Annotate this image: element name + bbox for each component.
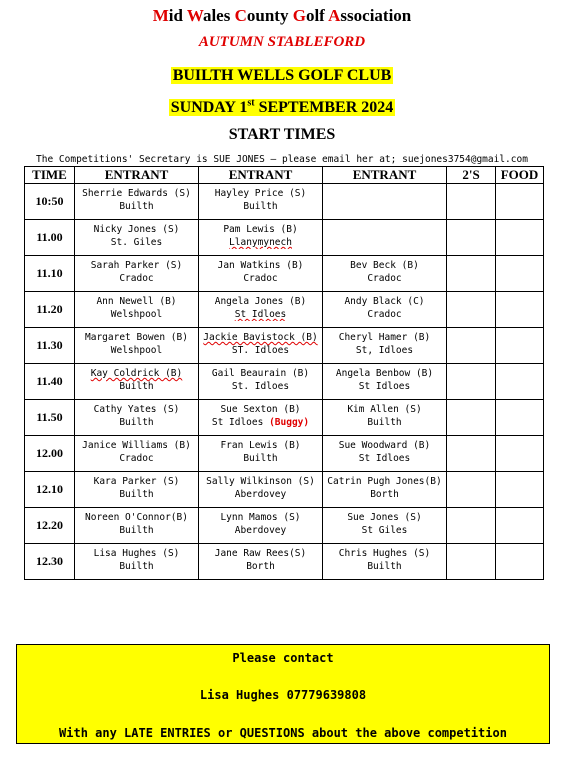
entrant-cell <box>323 508 447 544</box>
entrant-club <box>75 416 198 429</box>
entrant-info <box>323 328 446 357</box>
entrant-club <box>199 416 322 429</box>
entrant-name: Sue Jones (S) <box>347 512 422 523</box>
entrant-info <box>199 184 322 213</box>
entrant-name: Sherrie Edwards (S) <box>82 188 191 199</box>
event-date <box>0 98 564 117</box>
entrant-club <box>199 452 322 465</box>
entrant-name: Sue Sexton (B) <box>220 404 301 415</box>
col-header-time: TIME <box>25 167 75 184</box>
entrant-name: Ann Newell (B) <box>96 296 177 307</box>
entrant-club-text: Builth <box>243 453 278 464</box>
entrant-club-text: Cradoc <box>367 273 402 284</box>
entrant-club-text: Aberdovey <box>234 525 287 536</box>
entrant-club-text: Builth <box>119 381 154 392</box>
entrant-name: Noreen O'Connor(B) <box>85 512 188 523</box>
entrant-club <box>323 524 446 537</box>
twos-cell <box>447 508 496 544</box>
entrant-info <box>75 256 198 285</box>
start-time-cell: 11.00 <box>25 220 75 256</box>
entrant-club <box>75 236 198 249</box>
table-row <box>25 292 544 328</box>
start-time-cell: 12.10 <box>25 472 75 508</box>
entrant-club <box>75 344 198 357</box>
entrant-name: Bev Beck (B) <box>350 260 419 271</box>
association-title <box>0 6 564 26</box>
entrant-club-text: Builth <box>243 201 278 212</box>
twos-cell <box>447 220 496 256</box>
entrant-name: Kara Parker (S) <box>93 476 180 487</box>
entrant-club <box>75 380 198 393</box>
entrant-name: Angela Benbow (B) <box>335 368 434 379</box>
twos-cell <box>447 184 496 220</box>
entrant-club-text: Builth <box>119 201 154 212</box>
table-body <box>25 184 544 580</box>
entrant-club-text: St Idloes <box>358 453 411 464</box>
food-cell <box>496 256 544 292</box>
entrant-club <box>75 272 198 285</box>
entrant-cell <box>199 256 323 292</box>
entrant-name: Sally Wilkinson (S) <box>206 476 315 487</box>
start-times-heading: START TIMES <box>228 126 336 143</box>
entrant-info <box>323 400 446 429</box>
entrant-info <box>323 364 446 393</box>
entrant-name: Kay Coldrick (B) <box>90 368 183 379</box>
entrant-cell <box>75 292 199 328</box>
entrant-info <box>323 220 446 223</box>
assoc-cap-c: C <box>234 6 247 25</box>
entrant-club <box>323 344 446 357</box>
entrant-cell <box>199 220 323 256</box>
entrant-club <box>323 272 446 285</box>
entrant-info <box>75 292 198 321</box>
entrant-info <box>323 292 446 321</box>
entrant-club-text: Llanymynech <box>229 237 292 248</box>
entrant-club <box>323 488 446 501</box>
contact-line-3: With any LATE ENTRIES or QUESTIONS about the above competition <box>59 726 507 740</box>
assoc-rest-g: olf <box>305 6 329 25</box>
entrant-info <box>323 184 446 187</box>
entrant-info <box>199 292 322 321</box>
table-row <box>25 436 544 472</box>
entrant-cell <box>199 400 323 436</box>
event-title: AUTUMN STABLEFORD <box>198 34 366 50</box>
entrant-cell <box>323 364 447 400</box>
entrant-cell <box>75 328 199 364</box>
entrant-cell <box>323 400 447 436</box>
entrant-info <box>199 508 322 537</box>
assoc-cap-m: M <box>152 6 169 25</box>
entrant-cell <box>199 472 323 508</box>
entrant-club-text: Borth <box>370 489 399 500</box>
assoc-rest-c: ounty <box>246 6 293 25</box>
entrant-info <box>75 508 198 537</box>
table-row <box>25 544 544 580</box>
twos-cell <box>447 364 496 400</box>
assoc-rest-w: ales <box>202 6 235 25</box>
entrant-name: Jane Raw Rees(S) <box>214 548 307 559</box>
entrant-club <box>75 200 198 213</box>
food-cell <box>496 508 544 544</box>
entrant-name: Andy Black (C) <box>344 296 425 307</box>
entrant-name: Angela Jones (B) <box>214 296 307 307</box>
entrant-name: Hayley Price (S) <box>214 188 307 199</box>
twos-cell <box>447 544 496 580</box>
table-row <box>25 472 544 508</box>
entrant-club-text: Builth <box>367 417 402 428</box>
table-header-row <box>25 167 544 184</box>
entrant-info <box>199 436 322 465</box>
entrant-name: Kim Allen (S) <box>347 404 422 415</box>
secretary-note: The Competitions' Secretary is SUE JONES – please email her at; suejones3754@gmail.com <box>36 154 528 165</box>
entrant-club <box>199 308 322 321</box>
entrant-club-text: St Idloes <box>234 309 287 320</box>
entrant-cell <box>323 436 447 472</box>
table-row <box>25 328 544 364</box>
entrant-club-text: Builth <box>119 561 154 572</box>
club-title <box>0 67 564 85</box>
entrant-cell <box>323 544 447 580</box>
twos-cell <box>447 436 496 472</box>
entrant-name: Margaret Bowen (B) <box>85 332 188 343</box>
entrant-info <box>75 184 198 213</box>
entrant-info <box>75 472 198 501</box>
date-highlight <box>169 99 396 116</box>
entrant-cell <box>75 508 199 544</box>
date-day: SUNDAY 1 <box>170 99 248 117</box>
twos-cell <box>447 400 496 436</box>
entrant-cell <box>75 544 199 580</box>
entrant-cell <box>323 472 447 508</box>
entrant-cell <box>323 328 447 364</box>
entrant-club-text: St. Giles <box>110 237 163 248</box>
entrant-cell <box>199 364 323 400</box>
entrant-info <box>323 544 446 573</box>
entrant-club-text: St. Idloes <box>231 381 290 392</box>
entrant-info <box>199 544 322 573</box>
entrant-club-text: St Giles <box>361 525 408 536</box>
col-header-entrant-3: ENTRANT <box>323 167 447 184</box>
entrant-club-text: Borth <box>246 561 275 572</box>
entrant-club <box>199 380 322 393</box>
entrant-club-text: Aberdovey <box>234 489 287 500</box>
assoc-rest-a: ssociation <box>340 6 412 25</box>
entrant-name: Pam Lewis (B) <box>223 224 298 235</box>
entrant-name: Cathy Yates (S) <box>93 404 180 415</box>
entrant-cell <box>75 220 199 256</box>
date-suffix: st <box>247 98 255 109</box>
entrant-cell <box>199 508 323 544</box>
entrant-cell <box>199 436 323 472</box>
entrant-name: Lynn Mamos (S) <box>220 512 301 523</box>
entrant-club <box>75 524 198 537</box>
entrant-info <box>199 256 322 285</box>
entrant-cell <box>323 220 447 256</box>
entrant-name: Catrin Pugh Jones(B) <box>327 476 442 487</box>
entrant-club <box>75 560 198 573</box>
assoc-cap-a: A <box>328 6 341 25</box>
entrant-club-text: Builth <box>367 561 402 572</box>
entrant-club <box>75 452 198 465</box>
entrant-info <box>199 220 322 249</box>
food-cell <box>496 292 544 328</box>
entrant-info <box>323 472 446 501</box>
food-cell <box>496 472 544 508</box>
entrant-name: Lisa Hughes (S) <box>93 548 180 559</box>
entrant-club <box>75 488 198 501</box>
twos-cell <box>447 328 496 364</box>
contact-line-2: Lisa Hughes 07779639808 <box>199 688 367 702</box>
entrant-club <box>323 560 446 573</box>
club-name: BUILTH WELLS GOLF CLUB <box>172 67 392 84</box>
contact-line-1: Please contact <box>232 651 334 665</box>
entrant-club-text: Cradoc <box>243 273 278 284</box>
entrant-cell <box>199 544 323 580</box>
start-time-cell: 11.10 <box>25 256 75 292</box>
entrant-cell <box>323 292 447 328</box>
entrant-info <box>199 472 322 501</box>
date-rest: SEPTEMBER 2024 <box>254 99 394 117</box>
entrant-cell <box>75 436 199 472</box>
entrant-name: Gail Beaurain (B) <box>211 368 310 379</box>
contact-box <box>16 644 550 744</box>
assoc-cap-g: G <box>292 6 306 25</box>
start-time-cell: 10:50 <box>25 184 75 220</box>
entrant-name: Janice Williams (B) <box>82 440 191 451</box>
food-cell <box>496 436 544 472</box>
entrant-cell <box>199 292 323 328</box>
start-times-table <box>24 166 544 580</box>
entrant-info <box>75 436 198 465</box>
start-time-cell: 11.40 <box>25 364 75 400</box>
col-header-food: FOOD <box>496 167 544 184</box>
entrant-name: Jan Watkins (B) <box>217 260 304 271</box>
entrant-club <box>323 380 446 393</box>
entrant-info <box>75 400 198 429</box>
start-time-cell: 12.20 <box>25 508 75 544</box>
start-time-cell: 12.00 <box>25 436 75 472</box>
food-cell <box>496 328 544 364</box>
table-row <box>25 400 544 436</box>
entrant-cell <box>75 184 199 220</box>
entrant-club-text: Cradoc <box>119 273 154 284</box>
entrant-name: Chris Hughes (S) <box>338 548 431 559</box>
start-time-cell: 11.20 <box>25 292 75 328</box>
entrant-club <box>75 308 198 321</box>
entrant-cell <box>199 184 323 220</box>
entrant-name: Nicky Jones (S) <box>93 224 180 235</box>
entrant-club-text: ST. Idloes <box>231 345 290 356</box>
entrant-club-text: St Idloes <box>358 381 411 392</box>
start-time-cell: 12.30 <box>25 544 75 580</box>
entrant-club <box>323 452 446 465</box>
entrant-cell <box>199 328 323 364</box>
entrant-club-text: St, Idloes <box>355 345 414 356</box>
buggy-note: (Buggy) <box>269 417 310 428</box>
entrant-club <box>199 488 322 501</box>
entrant-info <box>75 328 198 357</box>
food-cell <box>496 400 544 436</box>
entrant-name: Cheryl Hamer (B) <box>338 332 431 343</box>
entrant-cell <box>323 184 447 220</box>
entrant-cell <box>75 472 199 508</box>
table-row <box>25 184 544 220</box>
entrant-club-text: Builth <box>119 417 154 428</box>
entrant-cell <box>323 256 447 292</box>
entrant-info <box>75 364 198 393</box>
table-row <box>25 220 544 256</box>
entrant-club <box>323 416 446 429</box>
entrant-club-text: Builth <box>119 489 154 500</box>
assoc-cap-w: W <box>186 6 203 25</box>
entrant-club-text: Welshpool <box>110 309 163 320</box>
col-header-entrant-2: ENTRANT <box>199 167 323 184</box>
start-time-cell: 11.50 <box>25 400 75 436</box>
entrant-info <box>75 220 198 249</box>
table-row <box>25 256 544 292</box>
food-cell <box>496 220 544 256</box>
twos-cell <box>447 256 496 292</box>
entrant-club <box>199 272 322 285</box>
entrant-info <box>199 400 322 429</box>
entrant-info <box>323 256 446 285</box>
entrant-info <box>323 436 446 465</box>
twos-cell <box>447 472 496 508</box>
entrant-name: Jackie Bavistock (B) <box>203 332 318 343</box>
col-header-twos: 2'S <box>447 167 496 184</box>
table-row <box>25 364 544 400</box>
entrant-club-text: St Idloes <box>211 417 264 428</box>
entrant-cell <box>75 364 199 400</box>
entrant-club <box>199 524 322 537</box>
entrant-info <box>199 364 322 393</box>
entrant-club-text: Cradoc <box>367 309 402 320</box>
col-header-entrant-1: ENTRANT <box>75 167 199 184</box>
entrant-cell <box>75 256 199 292</box>
start-time-cell: 11.30 <box>25 328 75 364</box>
food-cell <box>496 364 544 400</box>
entrant-name: Sarah Parker (S) <box>90 260 183 271</box>
entrant-club-text: Cradoc <box>119 453 154 464</box>
entrant-club <box>199 200 322 213</box>
table-row <box>25 508 544 544</box>
entrant-name: Fran Lewis (B) <box>220 440 301 451</box>
entrant-club-text: Builth <box>119 525 154 536</box>
food-cell <box>496 184 544 220</box>
twos-cell <box>447 292 496 328</box>
entrant-club <box>199 344 322 357</box>
assoc-rest-m: id <box>168 6 187 25</box>
entrant-name: Sue Woodward (B) <box>338 440 431 451</box>
entrant-club <box>199 236 322 249</box>
entrant-info <box>199 328 322 357</box>
food-cell <box>496 544 544 580</box>
entrant-club <box>199 560 322 573</box>
entrant-club-text: Welshpool <box>110 345 163 356</box>
entrant-cell <box>75 400 199 436</box>
entrant-info <box>323 508 446 537</box>
entrant-club <box>323 308 446 321</box>
entrant-info <box>75 544 198 573</box>
